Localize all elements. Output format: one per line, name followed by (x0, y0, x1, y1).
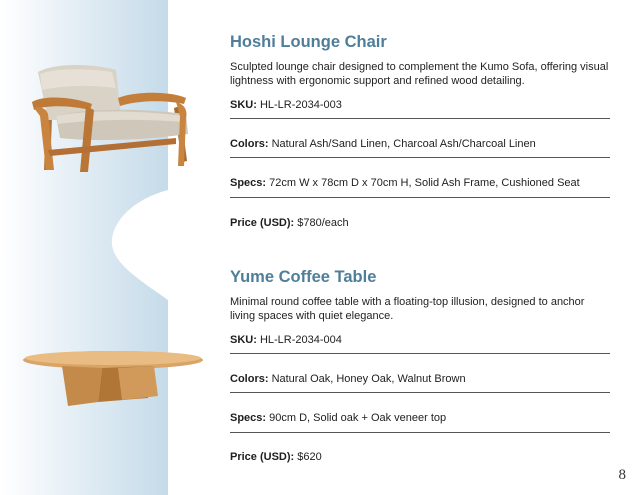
specs-label: Specs: (230, 412, 267, 424)
price-row (230, 216, 610, 230)
colors-label: Colors: (230, 373, 269, 385)
specs-value: 72cm W x 78cm D x 70cm H, Solid Ash Frame, Cushioned Seat (269, 177, 580, 189)
divider (230, 197, 610, 198)
page-number: 8 (618, 467, 626, 483)
specs-row (230, 176, 610, 190)
price-row (230, 450, 610, 464)
coffee-table-image (18, 348, 208, 410)
price-label: Price (USD): (230, 451, 295, 463)
sku-label: SKU: (230, 99, 257, 111)
sku-label: SKU: (230, 334, 257, 346)
product-description: Sculpted lounge chair designed to complement the Kumo Sofa, offering visual lightness with ergonomic support and refined wood detailing. (230, 61, 609, 87)
specs-label: Specs: (230, 177, 267, 189)
product-hoshi-lounge-chair (230, 32, 610, 229)
price-value: $620 (297, 451, 322, 463)
sku-row (230, 333, 610, 347)
colors-value: Natural Oak, Honey Oak, Walnut Brown (271, 373, 466, 385)
product-title: Hoshi Lounge Chair (230, 33, 387, 51)
product-description: Minimal round coffee table with a floating-top illusion, designed to anchor living spaces with quiet elegance. (230, 296, 585, 322)
sku-value: HL-LR-2034-003 (259, 99, 342, 111)
product-yume-coffee-table (230, 267, 610, 463)
colors-value: Natural Ash/Sand Linen, Charcoal Ash/Charcoal Linen (271, 138, 536, 150)
specs-value: 90cm D, Solid oak + Oak veneer top (269, 412, 447, 424)
sku-value: HL-LR-2034-004 (259, 334, 342, 346)
lounge-chair-image (26, 58, 196, 176)
product-title: Yume Coffee Table (230, 268, 377, 286)
sku-row (230, 98, 610, 112)
divider (230, 118, 610, 119)
divider (230, 432, 610, 433)
price-label: Price (USD): (230, 217, 295, 229)
colors-label: Colors: (230, 138, 269, 150)
colors-row (230, 137, 610, 151)
divider (230, 353, 610, 354)
colors-row (230, 372, 610, 386)
price-value: $780/each (297, 217, 349, 229)
specs-row (230, 411, 610, 425)
divider (230, 392, 610, 393)
divider (230, 157, 610, 158)
